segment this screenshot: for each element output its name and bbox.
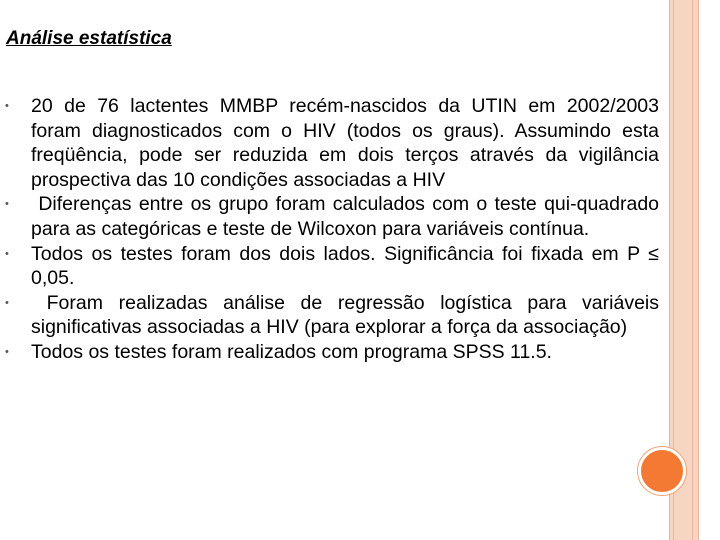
slide-title: Análise estatística xyxy=(6,28,172,49)
bullet-icon: • xyxy=(5,296,9,309)
bullet-icon: • xyxy=(5,100,9,112)
bullet-item xyxy=(0,192,700,241)
bullet-text: Foram realizadas análise de regressão logística para variáveis significativas associadas a HIV (para explorar a força da associação) xyxy=(31,291,665,339)
bullet-icon: • xyxy=(5,345,9,358)
bullet-icon: • xyxy=(5,198,9,211)
bullet-item xyxy=(0,94,700,192)
bullet-text: Todos os testes foram realizados com programa SPSS 11.5. xyxy=(31,340,552,363)
bullet-list xyxy=(0,94,700,365)
bullet-text: Todos os testes foram dos dois lados. Significância foi fixada em P ≤ 0,05. xyxy=(31,242,659,290)
bullet-item xyxy=(0,340,700,365)
bullet-icon: • xyxy=(5,247,9,260)
bullet-item xyxy=(0,242,700,291)
bullet-text: 20 de 76 lactentes MMBP recém-nascidos da UTIN em 2002/2003 foram diagnosticados com o HIV (todos os graus). Assumindo esta freqüência, pode ser reduzida em dois terços através da vigilância prospectiva das 10 condições associadas a HIV xyxy=(31,95,659,191)
decorative-circle xyxy=(638,447,686,495)
bullet-item xyxy=(0,291,700,340)
bullet-text: Diferenças entre os grupo foram calculados com o teste qui-quadrado para as categóricas e teste de Wilcoxon para variáveis contínua. xyxy=(31,193,665,240)
